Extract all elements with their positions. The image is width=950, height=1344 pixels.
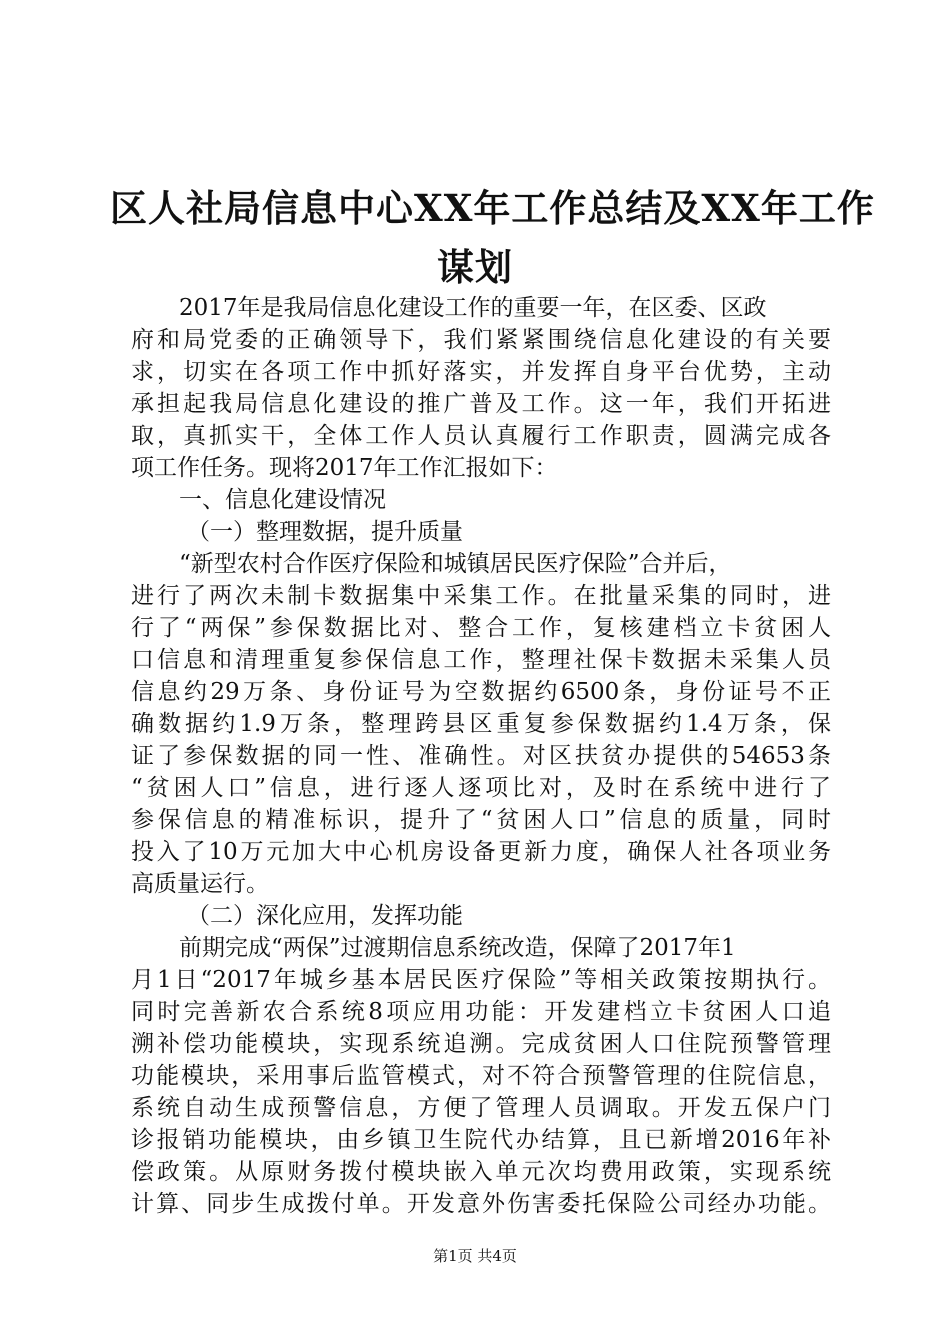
paragraph-line: 系统自动生成预警信息，方便了管理人员调取。开发五保户门 (131, 1095, 831, 1121)
document-title-line-1: 区人社局信息中心XX年工作总结及XX年工作 (110, 186, 875, 230)
paragraph-line: 行了“两保”参保数据比对、整合工作，复核建档立卡贫困人 (131, 615, 831, 641)
paragraph-line: 项工作任务。现将2017年工作汇报如下： (131, 455, 558, 481)
paragraph-line: 投入了10万元加大中心机房设备更新力度，确保人社各项业务 (131, 839, 831, 865)
paragraph-line: 诊报销功能模块，由乡镇卫生院代办结算，且已新增2016年补 (131, 1127, 831, 1153)
paragraph-line: “贫困人口”信息，进行逐人逐项比对，及时在系统中进行了 (131, 775, 831, 801)
paragraph-line: 同时完善新农合系统8项应用功能：开发建档立卡贫困人口追 (131, 999, 831, 1025)
paragraph-line: 确数据约1.9万条，整理跨县区重复参保数据约1.4万条，保 (131, 711, 831, 737)
section-heading: 一、信息化建设情况 (179, 487, 386, 513)
paragraph-line: 求，切实在各项工作中抓好落实，并发挥自身平台优势，主动 (131, 359, 831, 385)
paragraph-line: 口信息和清理重复参保信息工作，整理社保卡数据未采集人员 (131, 647, 831, 673)
paragraph-line: 证了参保数据的同一性、准确性。对区扶贫办提供的54653条 (131, 743, 831, 769)
paragraph-line: 2017年是我局信息化建设工作的重要一年，在区委、区政 (179, 295, 767, 321)
paragraph-line: 取，真抓实干，全体工作人员认真履行工作职责，圆满完成各 (131, 423, 831, 449)
paragraph-line: 溯补偿功能模块，实现系统追溯。完成贫困人口住院预警管理 (131, 1031, 831, 1057)
paragraph-line: 高质量运行。 (131, 871, 269, 897)
document-title-line-2: 谋划 (437, 245, 513, 289)
subsection-heading: （一）整理数据，提升质量 (187, 519, 463, 545)
paragraph-line: 功能模块，采用事后监管模式，对不符合预警管理的住院信息， (131, 1063, 831, 1089)
document-body (131, 292, 831, 1220)
paragraph-line: 偿政策。从原财务拨付模块嵌入单元次均费用政策，实现系统 (131, 1159, 831, 1185)
paragraph-line: “新型农村合作医疗保险和城镇居民医疗保险”合并后， (179, 551, 732, 577)
paragraph-line: 承担起我局信息化建设的推广普及工作。这一年，我们开拓进 (131, 391, 831, 417)
paragraph-line: 进行了两次未制卡数据集中采集工作。在批量采集的同时，进 (131, 583, 831, 609)
subsection-heading: （二）深化应用，发挥功能 (187, 903, 463, 929)
page-footer: 第1页 共4页 (433, 1247, 517, 1265)
paragraph-line: 月1日“2017年城乡基本居民医疗保险”等相关政策按期执行。 (131, 967, 831, 993)
paragraph-line: 计算、同步生成拨付单。开发意外伤害委托保险公司经办功能。 (131, 1191, 831, 1217)
paragraph-line: 前期完成“两保”过渡期信息系统改造，保障了2017年1 (179, 935, 736, 961)
paragraph-line: 信息约29万条、身份证号为空数据约6500条，身份证号不正 (131, 679, 831, 705)
paragraph-line: 参保信息的精准标识，提升了“贫困人口”信息的质量，同时 (131, 807, 831, 833)
paragraph-line: 府和局党委的正确领导下，我们紧紧围绕信息化建设的有关要 (131, 327, 831, 353)
